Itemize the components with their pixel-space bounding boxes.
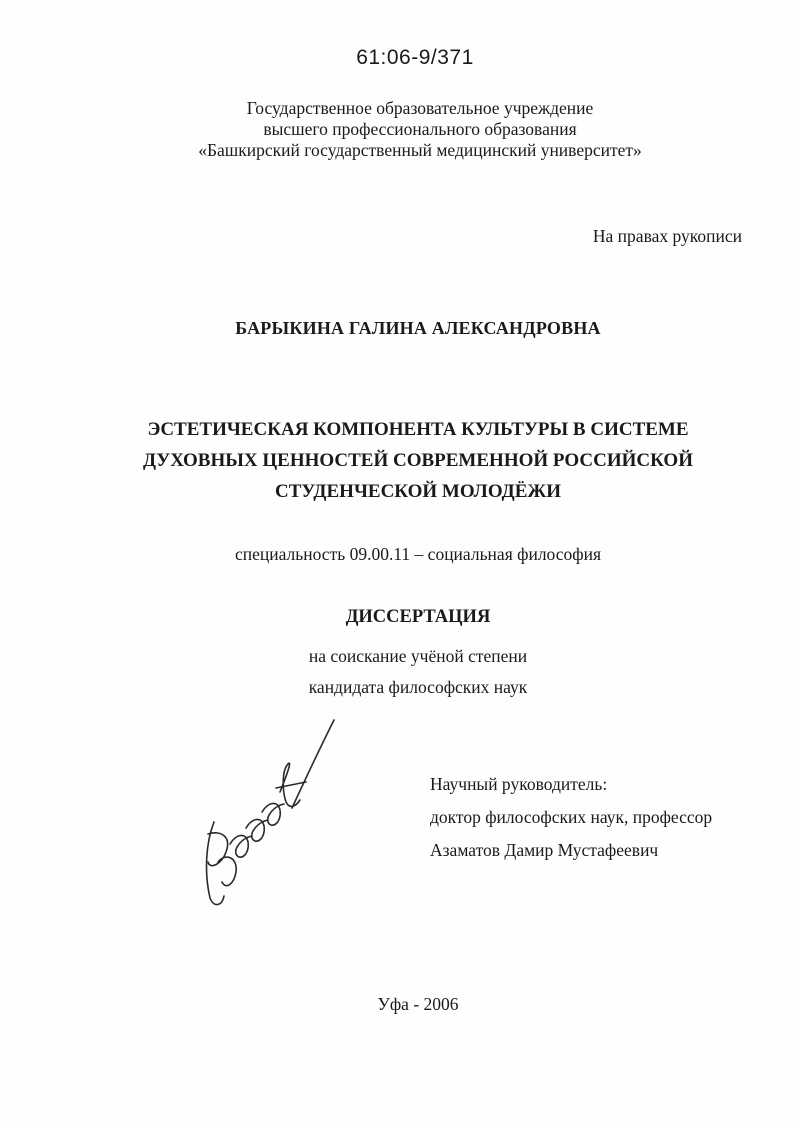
institution-block — [0, 98, 800, 161]
registry-code: 61:06-9/371 — [356, 46, 474, 69]
institution-line-1: Государственное образовательное учреждение — [246, 98, 594, 118]
supervisor-block — [430, 768, 712, 867]
institution-line-3: «Башкирский государственный медицинский университет» — [198, 140, 642, 160]
supervisor-label: Научный руководитель: — [430, 774, 608, 794]
author-name: БАРЫКИНА ГАЛИНА АЛЕКСАНДРОВНА — [235, 318, 601, 338]
degree-line-1: на соискание учёной степени — [308, 646, 528, 666]
supervisor-title: доктор философских наук, профессор — [430, 807, 713, 827]
institution-line-2: высшего профессионального образования — [263, 119, 577, 139]
handwritten-signature — [196, 712, 346, 912]
degree-block — [0, 641, 800, 703]
city-year: Уфа - 2006 — [377, 994, 459, 1014]
degree-line-2: кандидата философских наук — [308, 677, 528, 697]
supervisor-name: Азаматов Дамир Мустафеевич — [430, 840, 659, 860]
specialty: специальность 09.00.11 – социальная философия — [234, 544, 602, 564]
title-line-3: СТУДЕНЧЕСКОЙ МОЛОДЁЖИ — [275, 481, 561, 502]
title-line-1: ЭСТЕТИЧЕСКАЯ КОМПОНЕНТА КУЛЬТУРЫ В СИСТЕМЕ — [147, 419, 689, 440]
manuscript-note: На правах рукописи — [592, 226, 742, 246]
dissertation-title — [0, 414, 800, 507]
work-type: ДИССЕРТАЦИЯ — [345, 607, 491, 627]
title-line-2: ДУХОВНЫХ ЦЕННОСТЕЙ СОВРЕМЕННОЙ РОССИЙСКОЙ — [143, 450, 693, 471]
